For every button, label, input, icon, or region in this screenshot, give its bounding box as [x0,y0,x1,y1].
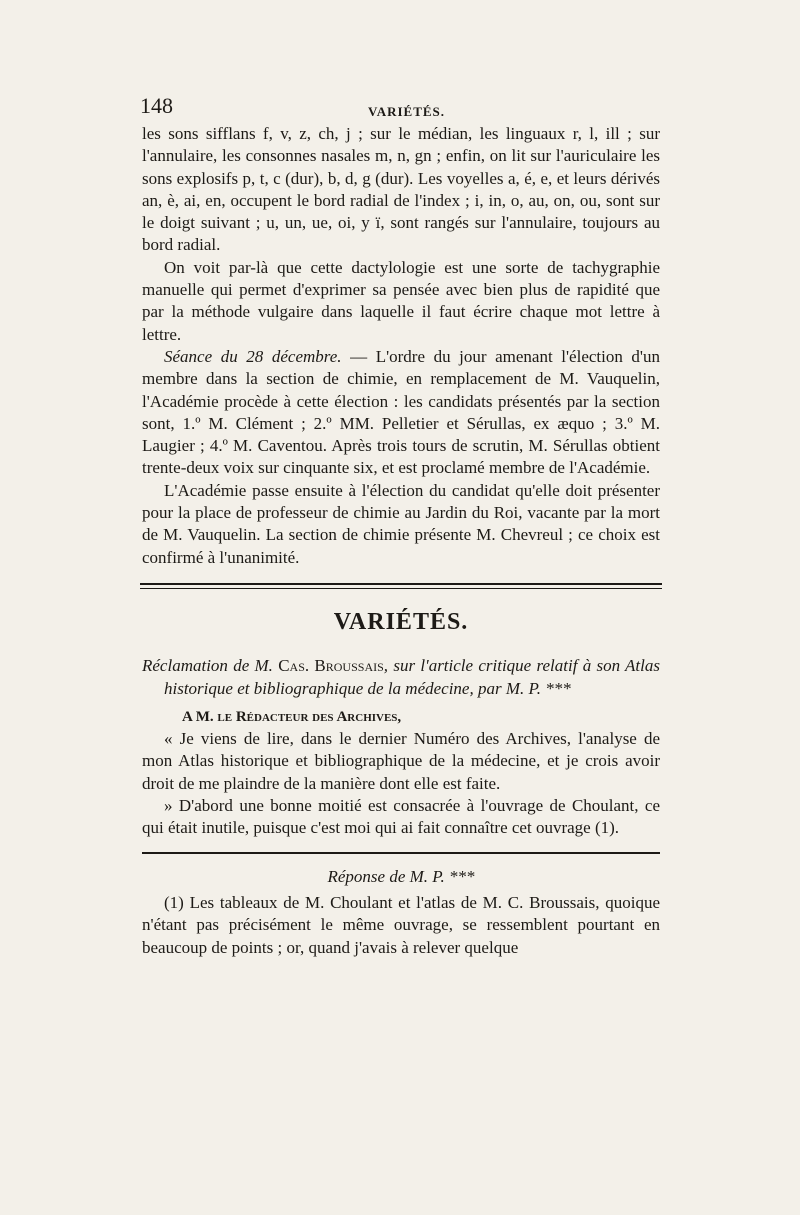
letter-paragraph-2: » D'abord une bonne moitié est consacrée à l'ouvrage de Choulant, ce qui était inutile, puisque c'est moi qui ai fait connaître cet ouvrage (1). [142,796,660,838]
session-date: Séance du 28 décembre. [164,346,342,366]
reclamation-author: Cas. Broussais [278,656,384,676]
page-header [142,95,660,123]
letter-paragraph-1: « Je viens de lire, dans le dernier Numéro des Archives, l'analyse de mon Atlas historique et bibliographique de la médecine, et je crois avoir droit de me plaindre de la manière dont elle est faite. [142,729,660,793]
paragraph-1: les sons sifflans f, v, z, ch, j ; sur le médian, les linguaux r, l, ill ; sur l'annulaire, les consonnes nasales m, n, gn ; enfin, on lit sur l'auriculaire les sons explosifs p, t, c (dur), b, d, g (dur). Les voyelles a, é, e, et leurs dérivés an, è, ai, en, occupent le bord radial de l'index ; i, in, o, au, on, ou, sont sur le doigt suivant ; u, un, ue, oi, y ï, sont rangés sur l'annulaire, toujours au bord radial. [142,124,660,255]
paragraph-4: L'Académie passe ensuite à l'élection du candidat qu'elle doit présenter pour la place de professeur de chimie au Jardin du Roi, vacante par la mort de M. Vauquelin. La section de chimie présente M. Chevreul ; ce choix est confirmé à l'unanimité. [142,480,660,567]
footnote-heading: Réponse de M. P. *** [327,866,475,886]
section-divider [140,583,662,589]
reclamation-prefix: Réclamation de M. [142,656,279,676]
running-head: VARIÉTÉS. [368,104,446,119]
paragraph-2: On voit par-là que cette dactylologie est une sorte de tachygraphie manuelle qui permet d'exprimer sa pensée avec bien plus de rapidité que par la méthode vulgaire dans laquelle il faut écrire chaque mot lettre à lettre. [142,257,660,344]
footnote-divider [142,852,660,854]
section-title: VARIÉTÉS. [333,608,469,635]
footnote-text: (1) Les tableaux de M. Choulant et l'atlas de M. C. Broussais, quoique n'étant pas précisément le même ouvrage, se ressemblent pourtant en beaucoup de points ; or, quand j'avais à relever quelque [142,892,660,957]
document-page [142,95,660,959]
letter-address: A M. le Rédacteur des Archives, [182,708,402,725]
paragraph-3-text: — L'ordre du jour amenant l'élection d'un membre dans la section de chimie, en remplacement de M. Vauquelin, l'Académie procède à cette élection : les candidats présentés par la section sont, 1.º M. Clément ; 2.º MM. Pelletier et Sérullas, ex æquo ; 3.º M. Laugier ; 4.º M. Caventou. Après trois tours de scrutin, M. Sérullas obtient trente-deux voix sur cinquante six, et est proclamé membre de l'Académie. [142,346,660,478]
paragraph-3 [142,346,660,480]
page-number: 148 [140,93,173,118]
reclamation-suffix: , sur l'article critique relatif à son Atlas historique et bibliographique de la médecine, par M. P. *** [164,656,660,698]
reclamation-heading [142,655,660,700]
